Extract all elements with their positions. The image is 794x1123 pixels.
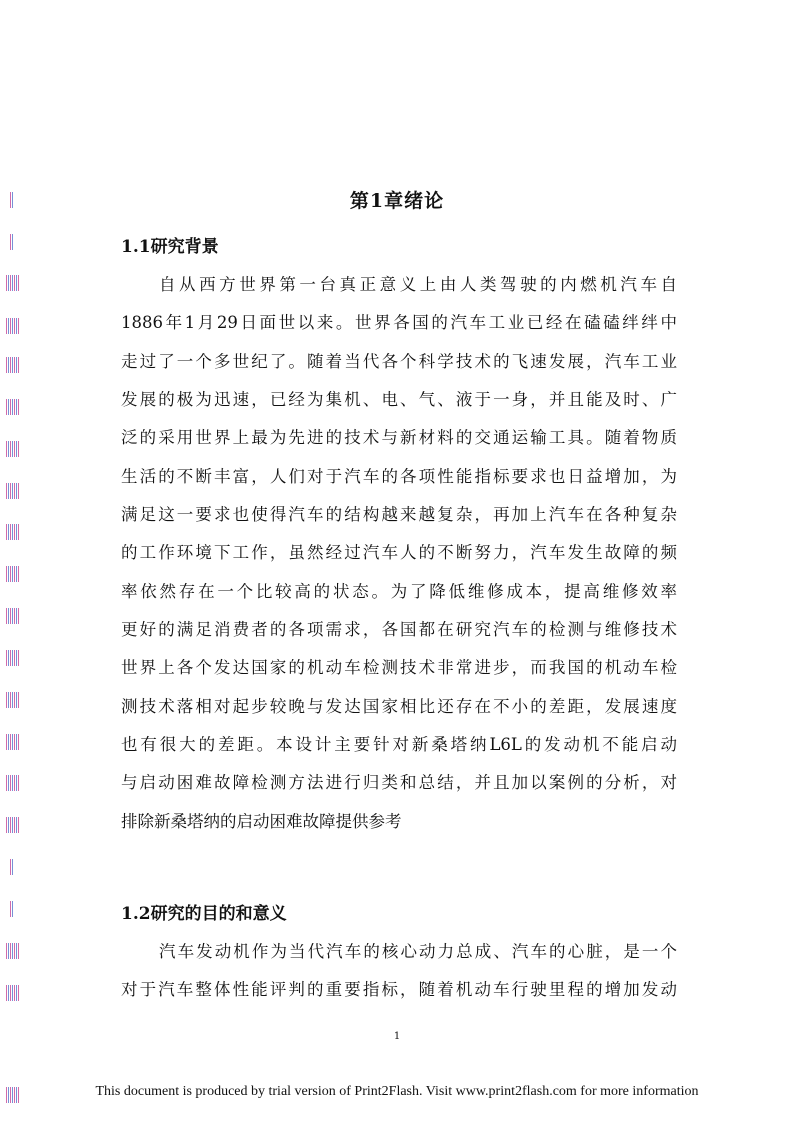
margin-artifact xyxy=(10,234,14,250)
text-line: 满足这一要求也使得汽车的结构越来越复杂，再加上汽车在各种复杂 xyxy=(121,505,677,525)
margin-artifact xyxy=(6,943,20,959)
text-line: 生活的不断丰富，人们对于汽车的各项性能指标要求也日益增加，为 xyxy=(121,466,677,486)
margin-artifacts xyxy=(2,0,24,1123)
margin-artifact xyxy=(6,817,20,833)
margin-artifact xyxy=(10,901,14,917)
margin-artifact xyxy=(6,318,20,334)
margin-artifact xyxy=(6,275,20,291)
margin-artifact xyxy=(6,734,20,750)
margin-artifact xyxy=(6,775,20,791)
section-heading: 1.1研究背景 xyxy=(121,237,219,257)
text-line: 测技术落相对起步较晚与发达国家相比还存在不小的差距，发展速度 xyxy=(121,696,677,716)
trial-footer: This document is produced by trial version of Print2Flash. Visit www.print2flash.com for more information xyxy=(95,1084,699,1099)
text-line: 1886年1月29日面世以来。世界各国的汽车工业已经在磕磕绊绊中 xyxy=(121,313,677,333)
text-line: 泛的采用世界上最为先进的技术与新材料的交通运输工具。随着物质 xyxy=(121,428,677,448)
paragraph-background xyxy=(121,266,677,841)
text-line: 也有很大的差距。本设计主要针对新桑塔纳L6L的发动机不能启动 xyxy=(121,735,677,755)
margin-artifact xyxy=(6,692,20,708)
margin-artifact xyxy=(6,441,20,457)
margin-artifact xyxy=(6,357,20,373)
margin-artifact xyxy=(6,483,20,499)
text-line: 走过了一个多世纪了。随着当代各个科学技术的飞速发展，汽车工业 xyxy=(121,351,677,371)
text-line: 汽车发动机作为当代汽车的核心动力总成、汽车的心脏，是一个 xyxy=(159,942,677,961)
margin-artifact xyxy=(6,566,20,582)
margin-artifact xyxy=(6,985,20,1001)
margin-artifact xyxy=(6,650,20,666)
text-line: 世界上各个发达国家的机动车检测技术非常进步，而我国的机动车检 xyxy=(121,658,677,678)
text-line: 更好的满足消费者的各项需求，各国都在研究汽车的检测与维修技术 xyxy=(121,620,677,640)
text-line: 发展的极为迅速，已经为集机、电、气、液于一身，并且能及时、广 xyxy=(121,390,677,410)
text-line: 与启动困难故障检测方法进行归类和总结，并且加以案例的分析，对 xyxy=(121,773,677,793)
text-line: 自从西方世界第一台真正意义上由人类驾驶的内燃机汽车自 xyxy=(159,275,677,294)
paragraph-purpose xyxy=(121,933,677,1010)
margin-artifact xyxy=(6,608,20,624)
text-line: 的工作环境下工作，虽然经过汽车人的不断努力，汽车发生故障的频 xyxy=(121,543,677,563)
text-line: 率依然存在一个比较高的状态。为了降低维修成本，提高维修效率 xyxy=(121,581,677,601)
page-number: 1 xyxy=(393,1031,401,1042)
margin-artifact xyxy=(6,399,20,415)
margin-artifact xyxy=(6,524,20,540)
text-line: 对于汽车整体性能评判的重要指标，随着机动车行驶里程的增加发动 xyxy=(121,980,677,1000)
text-line: 排除新桑塔纳的启动困难故障提供参考 xyxy=(121,811,402,831)
chapter-title: 第1章绪论 xyxy=(349,190,445,212)
margin-artifact xyxy=(10,859,14,875)
section-heading: 1.2研究的目的和意义 xyxy=(121,904,287,924)
